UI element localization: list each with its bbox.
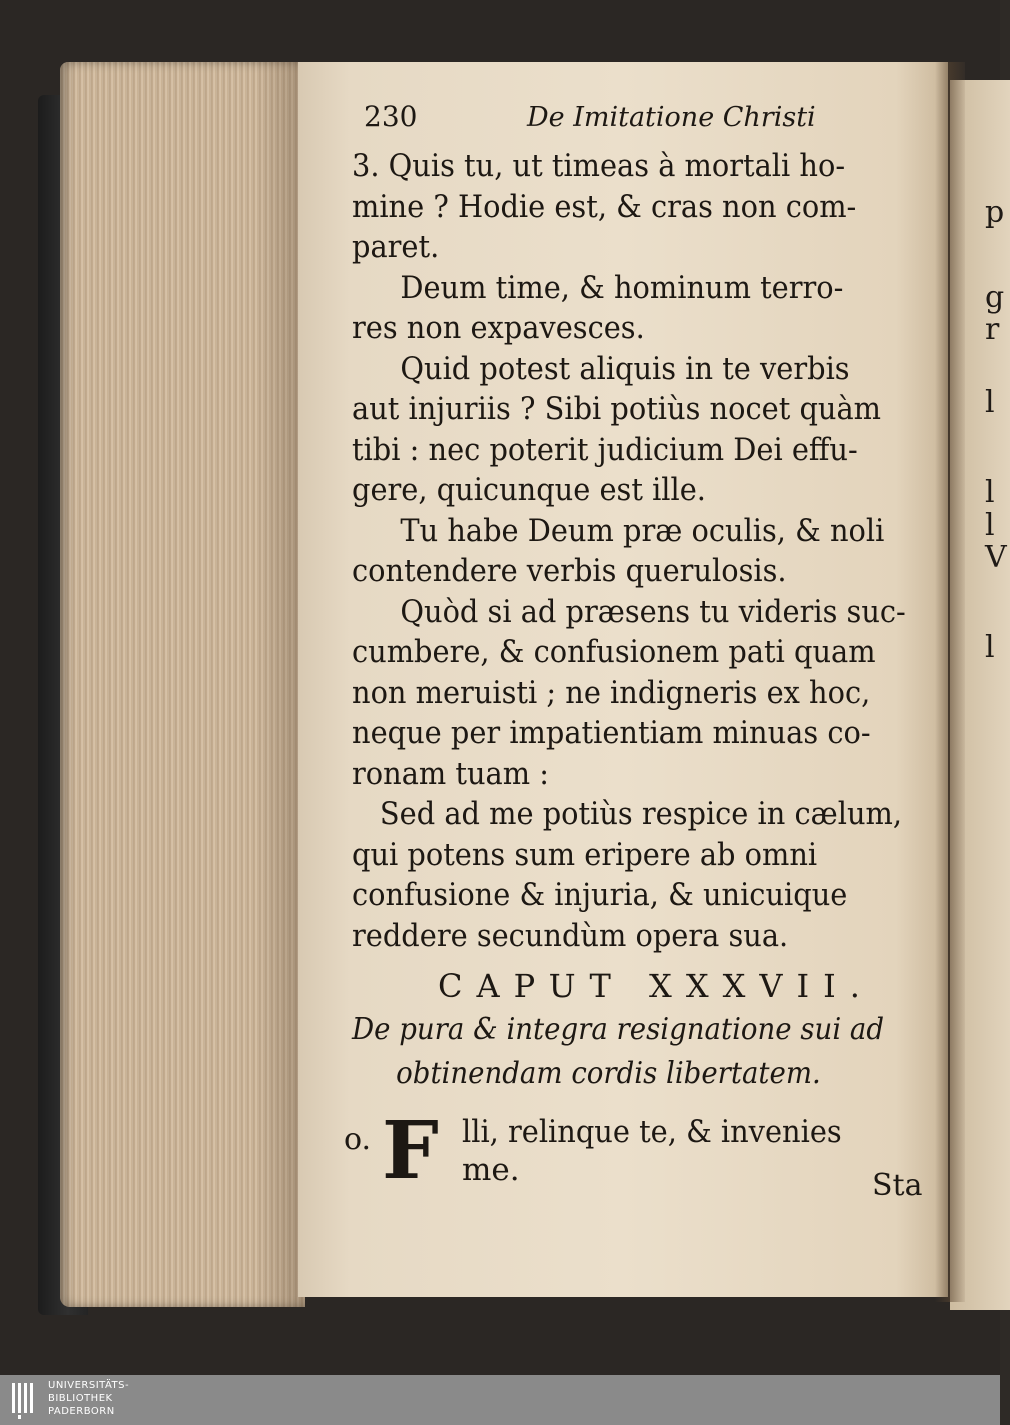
text-line: mine ? Hodie est, & cras non com- — [352, 188, 857, 225]
library-name-line: UNIVERSITÄTS- — [48, 1380, 130, 1391]
chapter-subtitle: obtinendam cordis libertatem. — [396, 1056, 821, 1091]
facing-page-fragment: l — [985, 385, 995, 420]
facing-page-fragment: V — [985, 540, 1007, 575]
facing-page-fragment: p — [985, 195, 1005, 230]
library-name-line: BIBLIOTHEK — [48, 1393, 113, 1404]
text-line: Deum time, & hominum terro- — [400, 269, 844, 306]
text-line: qui potens sum eripere ab omni — [352, 836, 818, 873]
text-line: Quid potest aliquis in te verbis — [400, 350, 850, 387]
text-line: lli, relinque te, & invenies — [462, 1114, 842, 1150]
facing-page-fragment: l — [985, 475, 995, 510]
text-line: contendere verbis querulosis. — [352, 553, 787, 589]
text-line: non meruisti ; ne indigneris ex hoc, — [352, 674, 871, 711]
text-line: cumbere, & confusionem pati quam — [352, 634, 876, 670]
library-name-line: PADERBORN — [48, 1406, 115, 1417]
text-line: aut injuriis ? Sibi potiùs nocet quàm — [352, 391, 881, 427]
text-line: me. — [462, 1152, 520, 1188]
text-line: neque per impatientiam minuas co- — [352, 715, 871, 751]
text-line: confusione & injuria, & unicuique — [352, 877, 848, 913]
running-head — [352, 100, 942, 146]
text-line: reddere secundùm opera sua. — [352, 917, 789, 954]
text-line: 3. Quis tu, ut timeas à mortali ho- — [352, 148, 846, 184]
initial-letter: F — [382, 1103, 439, 1197]
page-number: 230 — [364, 100, 418, 133]
library-logo-icon — [10, 1379, 40, 1421]
speaker-marker: o. — [344, 1122, 372, 1157]
text-line: ronam tuam : — [352, 755, 549, 792]
facing-page-fragment: g — [985, 280, 1005, 315]
facing-page-fragment: l — [985, 630, 995, 665]
page-text — [344, 100, 942, 1200]
running-title: De Imitatione Christi — [527, 102, 816, 133]
text-line: paret. — [352, 229, 440, 265]
chapter-heading: CAPUT XXXVII. — [438, 967, 874, 1005]
library-footer — [0, 1375, 1000, 1425]
chapter-opening — [344, 1103, 942, 1200]
text-line: Tu habe Deum præ oculis, & noli — [400, 512, 885, 549]
text-line: res non expavesces. — [352, 310, 645, 346]
text-line: Quòd si ad præsens tu videris suc- — [400, 593, 906, 630]
text-line: tibi : nec poterit judicium Dei effu- — [352, 431, 858, 468]
library-name — [48, 1379, 129, 1418]
facing-page-fragment: l — [985, 508, 995, 543]
catchword: Sta — [872, 1168, 923, 1203]
chapter-subtitle: De pura & integra resignatione sui ad — [352, 1012, 885, 1047]
text-line: gere, quicunque est ille. — [352, 472, 706, 508]
facing-page-fragment: r — [985, 312, 1000, 347]
text-line: Sed ad me potiùs respice in cælum, — [379, 796, 903, 832]
